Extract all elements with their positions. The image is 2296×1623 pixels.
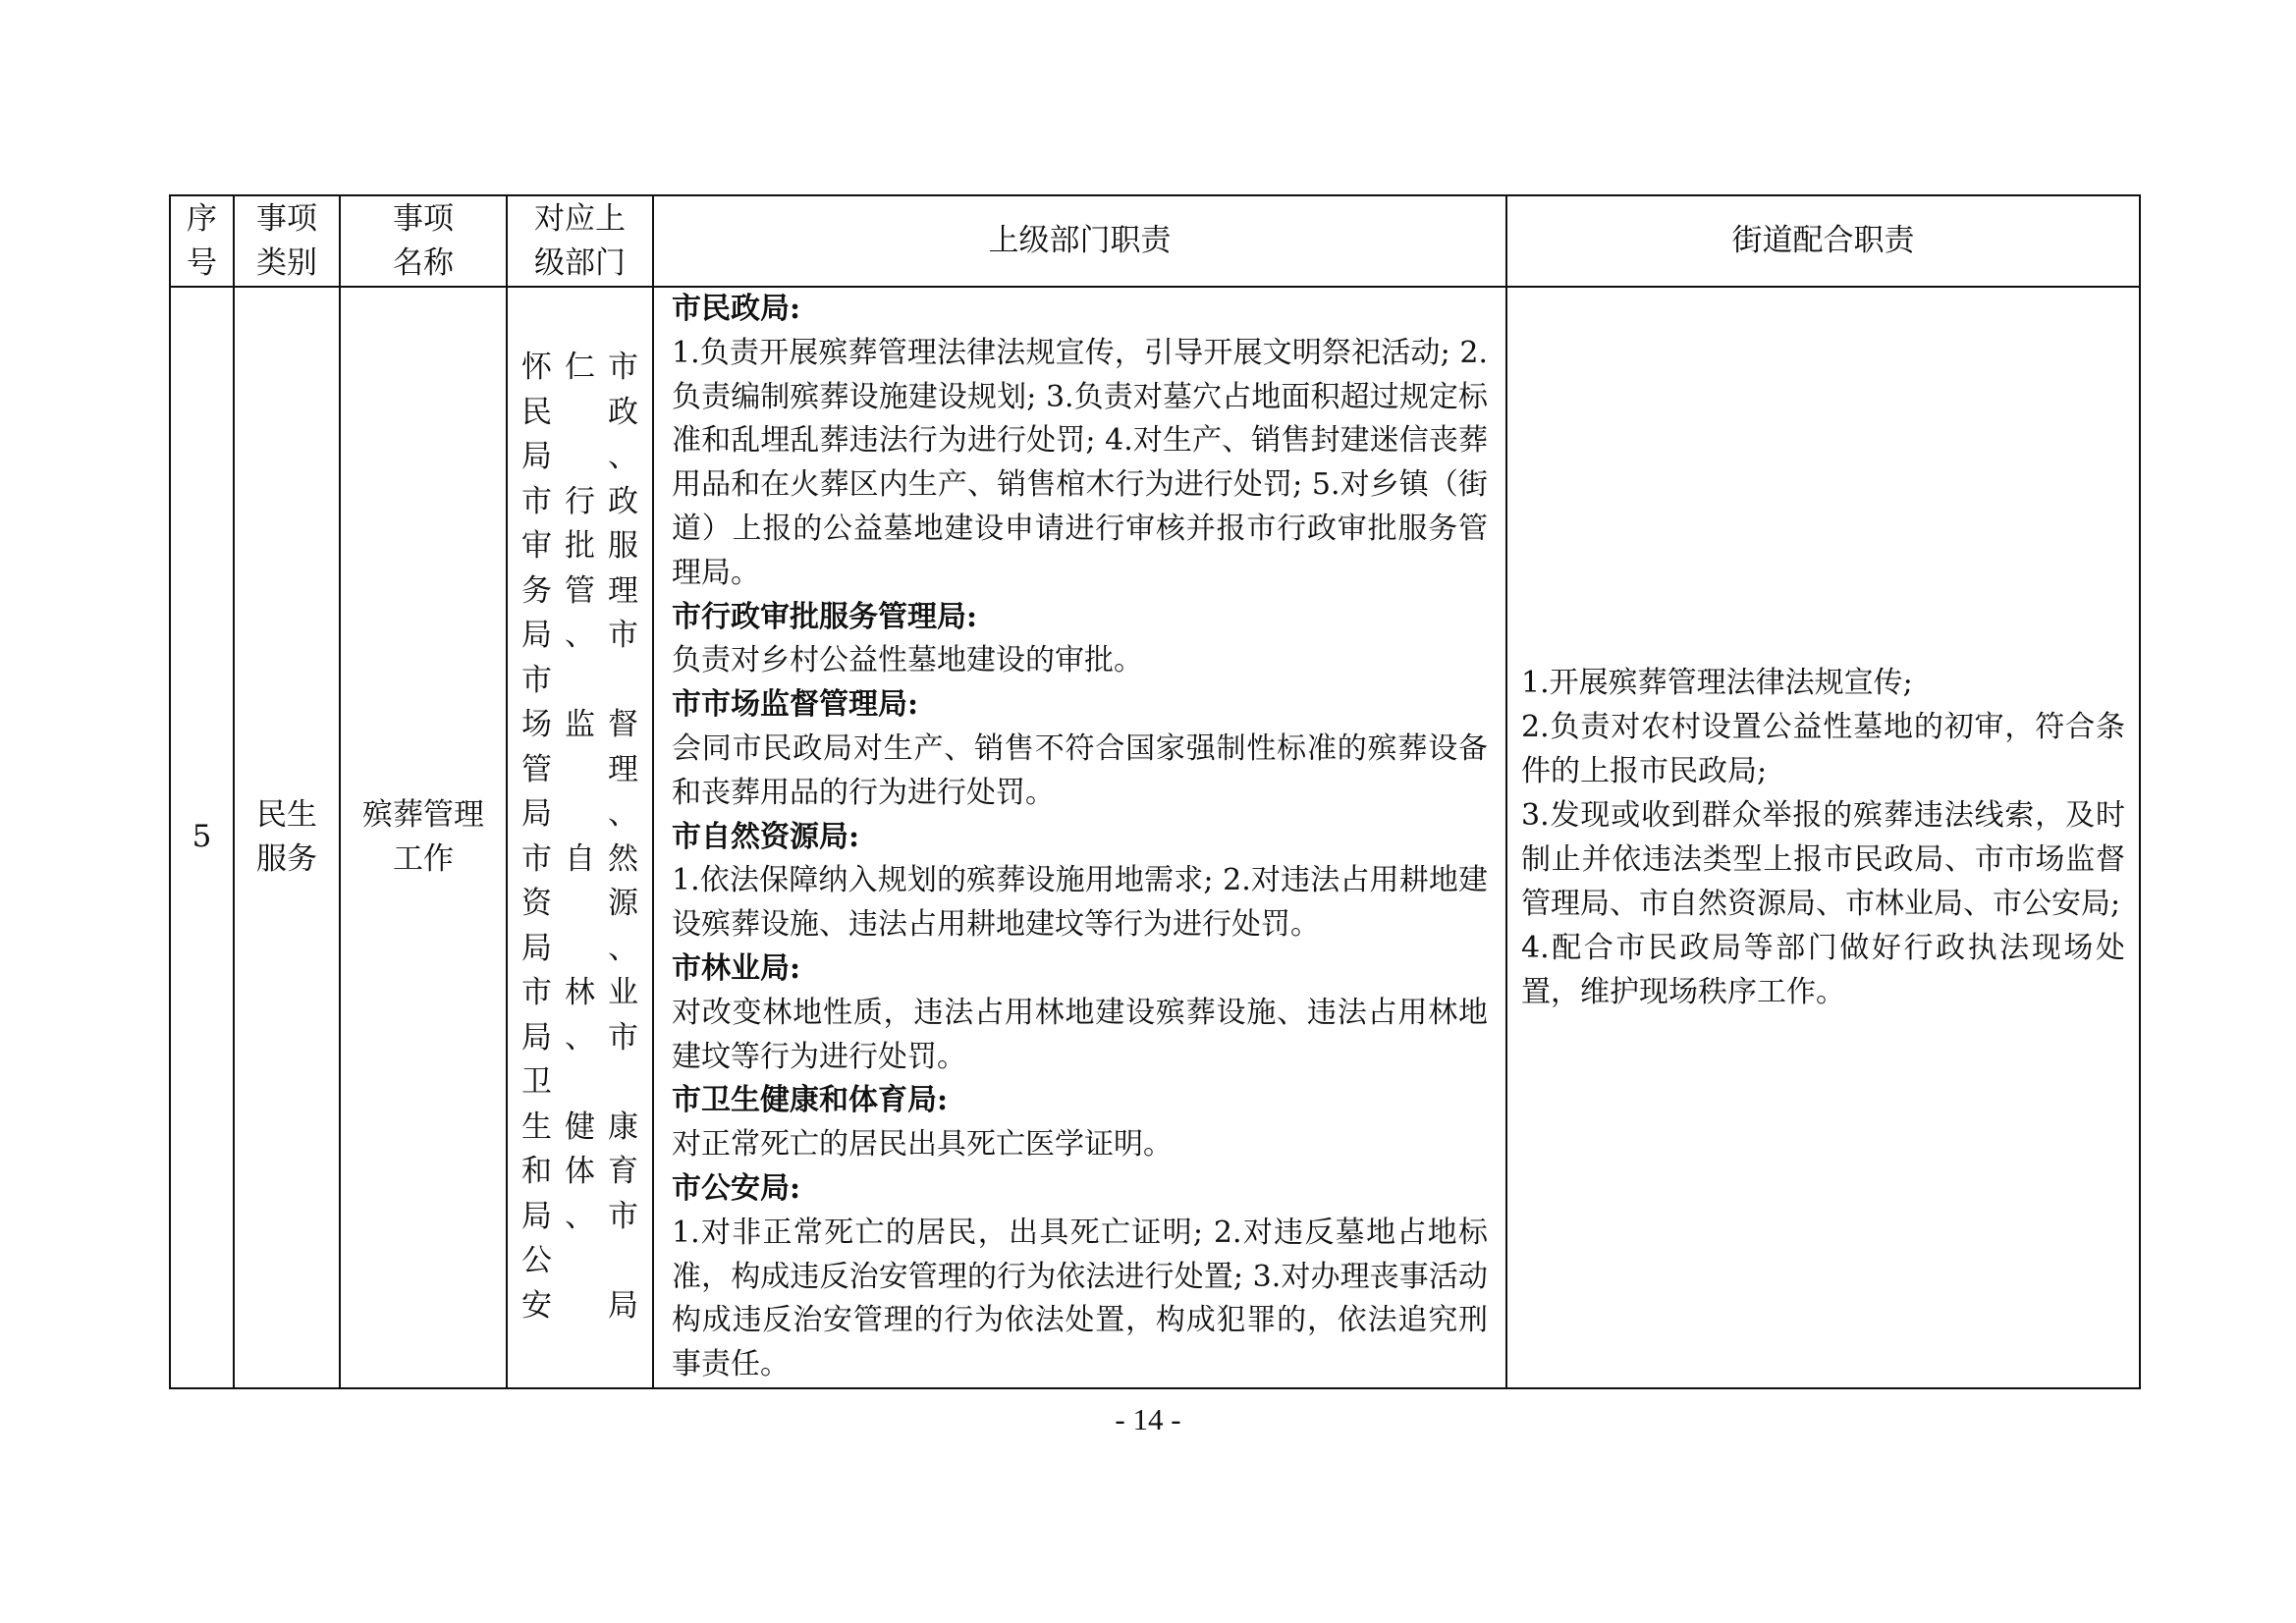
cell-seq: 5 (170, 287, 234, 1388)
street-item: 2.负责对农村设置公益性墓地的初审，符合条件的上报市民政局; (1521, 709, 2125, 788)
table-row (170, 287, 2140, 1388)
upper-dept-title: 市卫生健康和体育局: (672, 1083, 949, 1118)
upper-dept-title: 市自然资源局: (672, 819, 860, 854)
duty-table (169, 194, 2141, 1389)
header-street-duties: 街道配合职责 (1506, 195, 2140, 287)
header-name: 事项 名称 (340, 195, 507, 287)
header-upper-duties: 上级部门职责 (653, 195, 1506, 287)
header-seq: 序 号 (170, 195, 234, 287)
upper-dept-text: 1.负责开展殡葬管理法律法规宣传，引导开展文明祭祀活动; 2.负责编制殡葬设施建设规划; 3.负责对墓穴占地面积超过规定标准和乱埋乱葬违法行为进行处罚; 4.对生产、销售封建迷信丧葬用品和在火葬区内生产、销售棺木行为进行处罚; 5.对乡镇（街道）上报的公益墓地建设申请进行审核并报市行政审批服务管理局。 (672, 335, 1488, 590)
street-item: 1.开展殡葬管理法律法规宣传; (1521, 665, 1913, 700)
upper-dept-title: 市市场监督管理局: (672, 687, 919, 723)
upper-dept-title: 市林业局: (672, 950, 801, 986)
upper-dept-text: 1.依法保障纳入规划的殡葬设施用地需求; 2.对违法占用耕地建设殡葬设施、违法占用耕地建坟等行为进行处罚。 (672, 863, 1488, 943)
upper-dept-text: 会同市民政局对生产、销售不符合国家强制性标准的殡葬设备和丧葬用品的行为进行处罚。 (672, 730, 1488, 810)
header-category: 事项 类别 (234, 195, 340, 287)
upper-dept-text: 对改变林地性质，违法占用林地建设殡葬设施、违法占用林地建坟等行为进行处罚。 (672, 995, 1488, 1074)
cell-upper-duties (653, 287, 1506, 1388)
upper-dept-text: 对正常死亡的居民出具死亡医学证明。 (672, 1127, 1173, 1163)
cell-street-duties (1506, 287, 2140, 1388)
upper-dept-text: 1.对非正常死亡的居民，出具死亡证明; 2.对违反墓地占地标准，构成违反治安管理的行为依法进行处置; 3.对办理丧事活动构成违反治安管理的行为依法处置，构成犯罪的，依法追究刑事责任。 (672, 1215, 1488, 1382)
street-item: 3.发现或收到群众举报的殡葬违法线索，及时制止并依违法类型上报市民政局、市市场监督管理局、市自然资源局、市林业局、市公安局; (1521, 797, 2125, 921)
upper-dept-title: 市民政局: (672, 292, 801, 326)
table-header-row (170, 195, 2140, 287)
upper-dept-title: 市公安局: (672, 1170, 801, 1206)
cell-name: 殡葬管理 工作 (340, 287, 507, 1388)
cell-dept: 怀仁市 民政局、 市行政 审批服 务管理 局、市市 场监督 管理局、 市自然 资源局、 市林业 局、市卫 生健康 和体育 局、市公 安局 (507, 287, 653, 1388)
upper-dept-title: 市行政审批服务管理局: (672, 599, 978, 634)
header-dept: 对应上 级部门 (507, 195, 653, 287)
page-number: - 14 - (1115, 1402, 1181, 1436)
cell-category: 民生 服务 (234, 287, 340, 1388)
upper-dept-text: 负责对乡村公益性墓地建设的审批。 (672, 643, 1143, 678)
street-item: 4.配合市民政局等部门做好行政执法现场处置，维护现场秩序工作。 (1521, 930, 2125, 1009)
